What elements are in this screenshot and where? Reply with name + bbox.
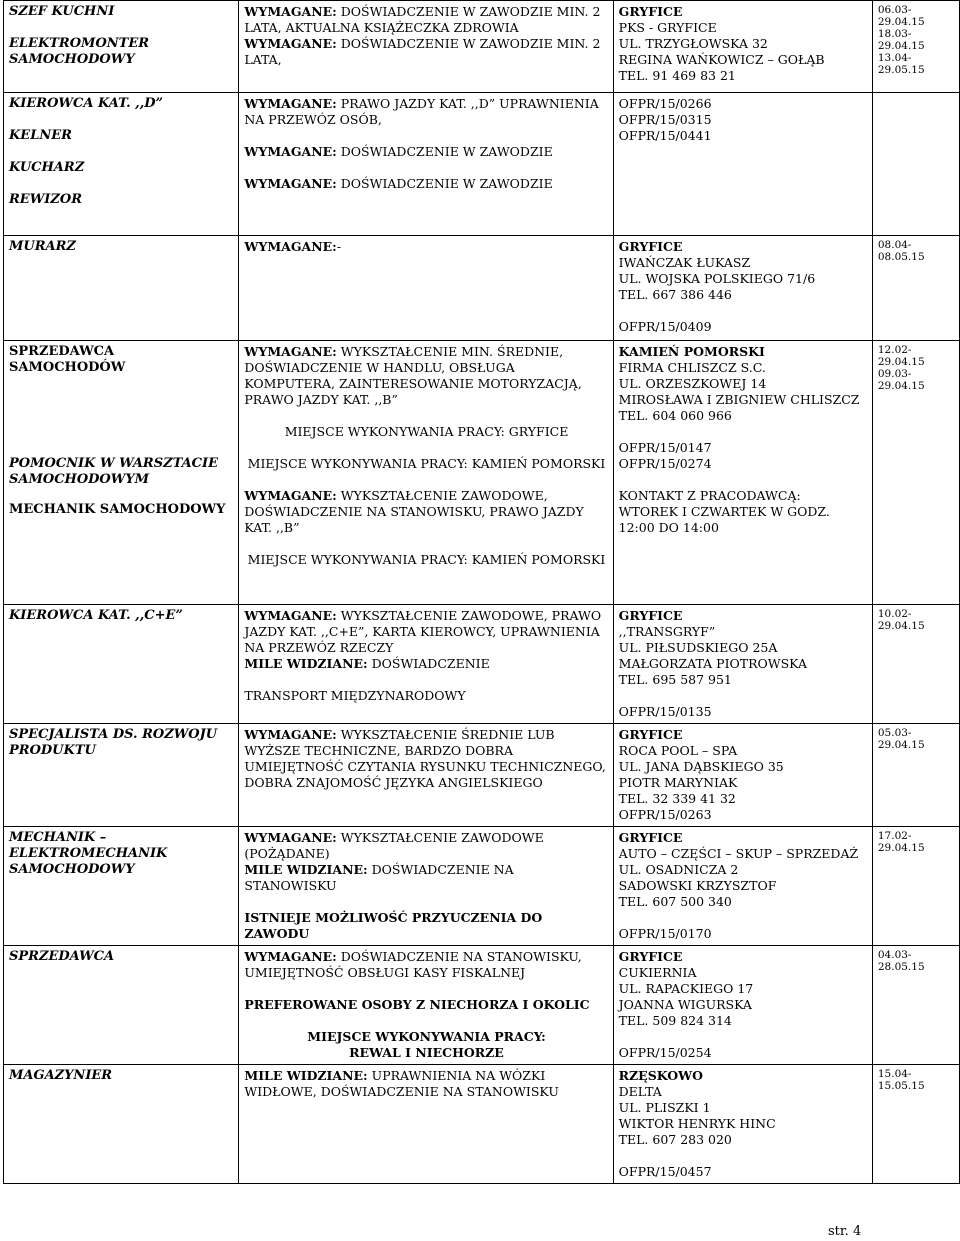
positions-cell: [4, 236, 239, 341]
requirement-text: MILE WIDZIANE: UPRAWNIENIA NA WÓZKI WIDŁOWE, DOŚWIADCZENIE NA STANOWISKU: [244, 1068, 559, 1099]
offer-code: OFPR/15/0266: [618, 96, 712, 111]
offer-code: OFPR/15/0315: [618, 112, 712, 127]
employer-line: PKS - GRYFICE: [618, 20, 717, 35]
position-title: MECHANIK SAMOCHODOWY: [9, 502, 226, 517]
employer-line: UL. TRZYGŁOWSKA 32: [618, 36, 768, 51]
requirements-cell: [239, 605, 613, 724]
employer-cell: [613, 236, 872, 341]
employer-line: CUKIERNIA: [618, 965, 697, 980]
dates-cell: [872, 827, 959, 946]
table-row: [4, 946, 960, 1065]
positions-cell: [4, 93, 239, 236]
positions-cell: [4, 946, 239, 1065]
requirement-text: WYMAGANE: DOŚWIADCZENIE W ZAWODZIE: [244, 144, 553, 159]
date-range: 18.03-29.04.15: [877, 28, 925, 52]
employer-cell: [613, 827, 872, 946]
positions-cell: [4, 341, 239, 605]
employer-line: DELTA: [618, 1084, 662, 1099]
employer-cell: [613, 946, 872, 1065]
employer-city: GRYFICE: [618, 949, 683, 964]
date-range: 15.04-15.05.15: [877, 1068, 925, 1092]
employer-line: REGINA WAŃKOWICZ – GOŁĄB: [618, 52, 825, 67]
positions-cell: [4, 724, 239, 827]
position-title: KUCHARZ: [9, 160, 85, 175]
dates-cell: [872, 236, 959, 341]
table-row: [4, 1065, 960, 1184]
employer-cell: [613, 605, 872, 724]
date-range: 17.02-29.04.15: [877, 830, 925, 854]
dates-cell: [872, 724, 959, 827]
requirement-text: MILE WIDZIANE: DOŚWIADCZENIE: [244, 656, 490, 671]
employer-line: TEL. 91 469 83 21: [618, 68, 736, 83]
employer-city: GRYFICE: [618, 830, 683, 845]
employer-line: PIOTR MARYNIAK: [618, 775, 738, 790]
employer-line: WTOREK I CZWARTEK W GODZ. 12:00 DO 14:00: [618, 504, 830, 535]
requirement-text: MILE WIDZIANE: DOŚWIADCZENIE NA STANOWISKU: [244, 862, 514, 893]
workplace-text: MIEJSCE WYKONYWANIA PRACY: GRYFICE: [284, 424, 569, 439]
offer-code: OFPR/15/0409: [618, 319, 712, 334]
date-range: 08.04-08.05.15: [877, 239, 925, 263]
date-range: 09.03-29.04.15: [877, 368, 925, 392]
employer-cell: [613, 341, 872, 605]
employer-line: AUTO – CZĘŚCI – SKUP – SPRZEDAŻ: [618, 846, 859, 861]
positions-cell: [4, 827, 239, 946]
requirement-text: WYMAGANE: WYKSZTAŁCENIE ŚREDNIE LUB WYŻSZE TECHNICZNE, BARDZO DOBRA UMIEJĘTNOŚĆ CZYTANIA RYSUNKU TECHNICZNEGO, DOBRA ZNAJOMOŚĆ JĘZYKA ANGIELSKIEGO: [244, 727, 606, 790]
offer-code: OFPR/15/0135: [618, 704, 712, 719]
offer-code: OFPR/15/0274: [618, 456, 712, 471]
table-row: [4, 605, 960, 724]
requirement-text: TRANSPORT MIĘDZYNARODOWY: [244, 688, 466, 703]
positions-cell: [4, 1, 239, 93]
requirements-cell: [239, 1065, 613, 1184]
date-range: 13.04-29.05.15: [877, 52, 925, 76]
workplace-text: REWAL I NIECHORZE: [349, 1045, 504, 1060]
requirements-cell: [239, 236, 613, 341]
employer-line: WIKTOR HENRYK HINC: [618, 1116, 776, 1131]
employer-line: MAŁGORZATA PIOTROWSKA: [618, 656, 808, 671]
offer-code: OFPR/15/0147: [618, 440, 712, 455]
positions-cell: [4, 1065, 239, 1184]
requirement-text: PREFEROWANE OSOBY Z NIECHORZA I OKOLIC: [244, 997, 590, 1012]
table-row: [4, 341, 960, 605]
requirements-cell: [239, 827, 613, 946]
employer-line: TEL. 695 587 951: [618, 672, 732, 687]
requirement-text: WYMAGANE: WYKSZTAŁCENIE ZAWODOWE, DOŚWIADCZENIE NA STANOWISKU, PRAWO JAZDY KAT. ,,B”: [244, 488, 584, 535]
employer-line: UL. RAPACKIEGO 17: [618, 981, 754, 996]
employer-line: KONTAKT Z PRACODAWCĄ:: [618, 488, 801, 503]
employer-line: ,,TRANSGRYF”: [618, 624, 716, 639]
dates-cell: [872, 605, 959, 724]
position-title: ELEKTROMONTER SAMOCHODOWY: [9, 36, 150, 67]
position-title: MAGAZYNIER: [9, 1068, 113, 1083]
requirements-cell: [239, 93, 613, 236]
employer-city: GRYFICE: [618, 608, 683, 623]
position-title: REWIZOR: [9, 192, 83, 207]
requirement-text: ISTNIEJE MOŻLIWOŚĆ PRZYUCZENIA DO ZAWODU: [244, 910, 543, 941]
dates-cell: [872, 1065, 959, 1184]
employer-line: TEL. 32 339 41 32: [618, 791, 736, 806]
table-row: [4, 236, 960, 341]
employer-line: UL. OSADNICZA 2: [618, 862, 739, 877]
page-number: str. 4: [828, 1224, 862, 1239]
table-row: [4, 1, 960, 93]
date-range: 04.03-28.05.15: [877, 949, 925, 973]
position-title: KIEROWCA KAT. ,,C+E”: [9, 608, 183, 623]
table-row: [4, 93, 960, 236]
employer-line: TEL. 607 283 020: [618, 1132, 732, 1147]
employer-line: IWAŃCZAK ŁUKASZ: [618, 255, 751, 270]
requirement-text: WYMAGANE: PRAWO JAZDY KAT. ,,D” UPRAWNIENIA NA PRZEWÓZ OSÓB,: [244, 96, 599, 127]
workplace-text: MIEJSCE WYKONYWANIA PRACY: KAMIEŃ POMORSKI: [247, 552, 606, 567]
employer-city: GRYFICE: [618, 239, 683, 254]
employer-cell: [613, 1, 872, 93]
offer-code: OFPR/15/0254: [618, 1045, 712, 1060]
positions-cell: [4, 605, 239, 724]
offer-code: OFPR/15/0441: [618, 128, 712, 143]
employer-cell: [613, 1065, 872, 1184]
position-title: SPECJALISTA DS. ROZWOJU PRODUKTU: [9, 727, 218, 758]
employer-city: KAMIEŃ POMORSKI: [618, 344, 765, 359]
requirement-text: WYMAGANE: WYKSZTAŁCENIE MIN. ŚREDNIE, DOŚWIADCZENIE W HANDLU, OBSŁUGA KOMPUTERA, ZAINTERESOWANIE MOTORYZACJĄ, PRAWO JAZDY KAT. ,,B”: [244, 344, 582, 407]
requirement-text: WYMAGANE: WYKSZTAŁCENIE ZAWODOWE, PRAWO JAZDY KAT. ,,C+E”, KARTA KIEROWCY, UPRAWNIENIA NA PRZEWÓZ RZECZY: [244, 608, 602, 655]
job-offers-table: [3, 0, 960, 1184]
date-range: 06.03-29.04.15: [877, 4, 925, 28]
employer-city: GRYFICE: [618, 4, 683, 19]
workplace-text: MIEJSCE WYKONYWANIA PRACY:: [307, 1029, 546, 1044]
employer-line: UL. JANA DĄBSKIEGO 35: [618, 759, 784, 774]
requirements-cell: [239, 341, 613, 605]
offer-code: OFPR/15/0170: [618, 926, 712, 941]
offer-code: OFPR/15/0263: [618, 807, 712, 822]
position-title: SZEF KUCHNI: [9, 4, 115, 19]
employer-line: TEL. 667 386 446: [618, 287, 732, 302]
requirement-text: WYMAGANE: DOŚWIADCZENIE W ZAWODZIE MIN. 2 LATA, AKTUALNA KSIĄŻECZKA ZDROWIA: [244, 4, 601, 35]
date-range: 05.03-29.04.15: [877, 727, 925, 751]
requirement-text: WYMAGANE:-: [244, 239, 342, 254]
employer-line: UL. WOJSKA POLSKIEGO 71/6: [618, 271, 816, 286]
employer-line: JOANNA WIGURSKA: [618, 997, 752, 1012]
employer-line: FIRMA CHLISZCZ S.C.: [618, 360, 766, 375]
employer-city: RZĘSKOWO: [618, 1068, 704, 1083]
requirement-text: WYMAGANE: DOŚWIADCZENIE W ZAWODZIE: [244, 176, 553, 191]
position-title: SPRZEDAWCA SAMOCHODÓW: [9, 344, 126, 375]
employer-line: MIROSŁAWA I ZBIGNIEW CHLISZCZ: [618, 392, 860, 407]
position-title: SPRZEDAWCA: [9, 949, 115, 964]
offer-code: OFPR/15/0457: [618, 1164, 712, 1179]
dates-cell: [872, 1, 959, 93]
workplace-text: MIEJSCE WYKONYWANIA PRACY: KAMIEŃ POMORSKI: [247, 456, 606, 471]
employer-line: SADOWSKI KRZYSZTOF: [618, 878, 777, 893]
employer-cell: [613, 93, 872, 236]
requirement-text: WYMAGANE: WYKSZTAŁCENIE ZAWODOWE (POŻĄDANE): [244, 830, 544, 861]
table-row: [4, 724, 960, 827]
requirements-cell: [239, 724, 613, 827]
employer-cell: [613, 724, 872, 827]
date-range: 12.02-29.04.15: [877, 344, 925, 368]
employer-line: ROCA POOL – SPA: [618, 743, 738, 758]
position-title: KIEROWCA KAT. ,,D”: [9, 96, 163, 111]
employer-line: UL. PIŁSUDSKIEGO 25A: [618, 640, 778, 655]
requirement-text: WYMAGANE: DOŚWIADCZENIE NA STANOWISKU, UMIEJĘTNOŚĆ OBSŁUGI KASY FISKALNEJ: [244, 949, 582, 980]
employer-line: TEL. 604 060 966: [618, 408, 732, 423]
position-title: MURARZ: [9, 239, 76, 254]
requirements-cell: [239, 946, 613, 1065]
requirements-cell: [239, 1, 613, 93]
requirement-text: WYMAGANE: DOŚWIADCZENIE W ZAWODZIE MIN. 2 LATA,: [244, 36, 601, 67]
employer-line: TEL. 509 824 314: [618, 1013, 732, 1028]
position-title: KELNER: [9, 128, 72, 143]
position-title: MECHANIK – ELEKTROMECHANIK SAMOCHODOWY: [9, 830, 168, 877]
date-range: 10.02-29.04.15: [877, 608, 925, 632]
position-title: POMOCNIK W WARSZTACIE SAMOCHODOWYM: [9, 456, 218, 487]
table-row: [4, 827, 960, 946]
dates-cell: [872, 93, 959, 236]
employer-line: UL. PLISZKI 1: [618, 1100, 711, 1115]
dates-cell: [872, 341, 959, 605]
employer-city: GRYFICE: [618, 727, 683, 742]
employer-line: UL. ORZESZKOWEJ 14: [618, 376, 767, 391]
employer-line: TEL. 607 500 340: [618, 894, 732, 909]
dates-cell: [872, 946, 959, 1065]
